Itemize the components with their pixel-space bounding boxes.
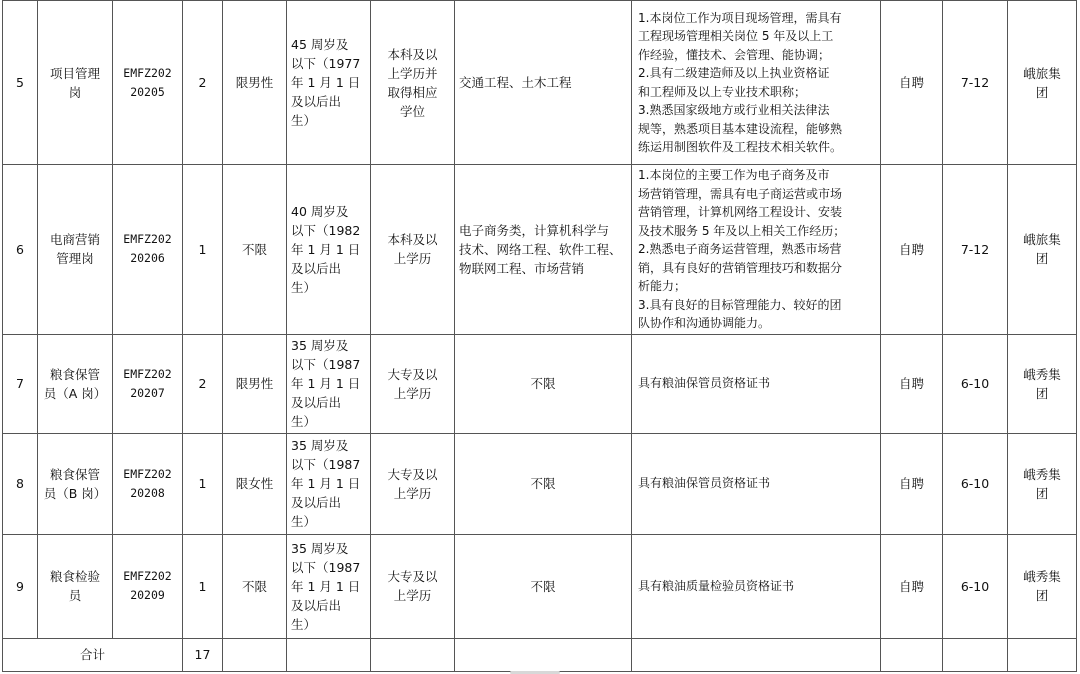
- cell-code-line: 20209: [130, 588, 165, 602]
- cell-requirements-line: 2.具有二级建造师及以上执业资格证: [638, 66, 830, 80]
- empty-cell: [287, 638, 371, 671]
- cell-code: [113, 1, 183, 165]
- cell-requirements-line: 析能力；: [638, 279, 687, 293]
- cell-employer-line: 峨秀集: [1023, 569, 1061, 584]
- cell-post: [38, 334, 113, 433]
- cell-age-line: 年 1 月 1 日: [291, 75, 361, 90]
- cell-major-line: 物联网工程、市场营销: [459, 260, 585, 276]
- cell-requirements-line: 1.本岗位的主要工作为电子商务及市: [638, 168, 830, 182]
- cell-age-line: 以下（1987: [291, 357, 361, 372]
- empty-cell: [881, 638, 943, 671]
- cell-gender: 限女性: [223, 433, 287, 534]
- cell-education-line: 大专及以: [387, 569, 438, 584]
- cell-employer-line: 峨秀集: [1023, 466, 1061, 482]
- cell-education-line: 大专及以: [387, 366, 438, 382]
- cell-age-line: 35 周岁及: [291, 338, 349, 353]
- cell-age: [287, 165, 371, 335]
- cell-count: 2: [183, 334, 223, 433]
- cell-post-line: 员（A 岗）: [43, 385, 107, 401]
- cell-count: 2: [183, 1, 223, 165]
- cell-education: [371, 534, 455, 638]
- cell-requirements-line: 3.具有良好的目标管理能力、较好的团: [638, 297, 842, 312]
- cell-major: [455, 165, 632, 335]
- cell-major: [455, 1, 632, 165]
- cell-age-line: 及以后出: [291, 597, 342, 613]
- cell-count: 1: [183, 433, 223, 534]
- cell-age-line: 45 周岁及: [291, 37, 349, 52]
- cell-code-line: EMFZ202: [123, 366, 172, 381]
- empty-cell: [371, 638, 455, 671]
- table-row: [3, 1, 1077, 165]
- cell-requirements-line: 营销管理，计算机网络工程设计、安装: [638, 205, 843, 219]
- cell-education: [371, 433, 455, 534]
- cell-requirements-line: 场营销管理，需具有电子商运营或市场: [638, 186, 843, 201]
- cell-post-line: 管理岗: [56, 251, 94, 267]
- cell-code-line: EMFZ202: [123, 466, 172, 481]
- cell-age-line: 生）: [291, 414, 317, 429]
- cell-salary: 7-12: [943, 1, 1008, 165]
- cell-gender: 不限: [223, 165, 287, 335]
- cell-requirements-line: 作经验，懂技术、会管理、能协调；: [638, 47, 831, 62]
- cell-post-line: 粮食保管: [49, 366, 100, 382]
- cell-requirements-line: 2.熟悉电子商务运营管理，熟悉市场营: [638, 242, 842, 256]
- cell-education-line: 上学历并: [387, 65, 438, 81]
- cell-count: 1: [183, 534, 223, 638]
- cell-education-line: 上学历: [393, 385, 432, 401]
- cell-post-line: 员（B 岗）: [43, 485, 107, 501]
- cell-code: [113, 534, 183, 638]
- cell-post-line: 粮食检验: [49, 569, 100, 584]
- cell-requirements-line: 规等，熟悉项目基本建设流程，能够熟: [638, 121, 843, 136]
- cell-age-line: 年 1 月 1 日: [291, 241, 361, 257]
- cell-major-line: 电子商务类，计算机科学与: [459, 222, 610, 238]
- cell-post: [38, 165, 113, 335]
- cell-age-line: 以下（1977: [291, 56, 361, 71]
- cell-salary: 6-10: [943, 334, 1008, 433]
- cell-major-line: 技术、网络工程、软件工程、: [459, 241, 622, 257]
- cell-requirements-line: 3.熟悉国家级地方或行业相关法律法: [638, 103, 830, 117]
- cell-education-line: 大专及以: [387, 466, 438, 482]
- cell-employer-line: 峨秀集: [1023, 366, 1061, 382]
- cell-code: [113, 433, 183, 534]
- cell-age: [287, 433, 371, 534]
- cell-education-line: 上学历: [393, 251, 432, 267]
- cell-code-line: 20206: [130, 251, 165, 266]
- cell-age-line: 35 周岁及: [291, 540, 349, 556]
- cell-age-line: 及以后出: [291, 395, 342, 410]
- empty-cell: [455, 638, 632, 671]
- empty-cell: [223, 638, 287, 671]
- cell-employer-line: 团: [1035, 385, 1049, 401]
- cell-age-line: 以下（1982: [291, 222, 361, 238]
- cell-major-line: 不限: [530, 578, 556, 594]
- cell-employer: [1008, 334, 1077, 433]
- cell-age-line: 生）: [291, 514, 317, 529]
- cell-code-line: EMFZ202: [123, 569, 172, 583]
- cell-no: 5: [3, 1, 38, 165]
- cell-major: [455, 334, 632, 433]
- table-row: [3, 334, 1077, 433]
- cell-post: [38, 534, 113, 638]
- cell-requirements-line: 及技术服务 5 年及以上相关工作经历；: [638, 223, 846, 238]
- cell-post-line: 电商营销: [49, 232, 100, 248]
- cell-no: 9: [3, 534, 38, 638]
- cell-age-line: 35 周岁及: [291, 438, 349, 453]
- cell-education-line: 取得相应: [387, 84, 438, 100]
- cell-requirements: [632, 534, 881, 638]
- cell-employer: [1008, 165, 1077, 335]
- cell-requirements-line: 具有粮油质量检验员资格证书: [638, 578, 795, 593]
- cell-salary: 6-10: [943, 534, 1008, 638]
- cell-code-line: 20207: [130, 385, 165, 400]
- cell-post: [38, 1, 113, 165]
- cell-requirements-line: 销，具有良好的营销管理技巧和数据分: [638, 260, 843, 275]
- cell-age: [287, 1, 371, 165]
- cell-requirements-line: 工程现场管理相关岗位 5 年及以上工: [638, 29, 834, 43]
- cell-method: 自聘: [881, 165, 943, 335]
- total-count: 17: [183, 638, 223, 671]
- cell-requirements-line: 具有粮油保管员资格证书: [638, 376, 771, 391]
- cell-age-line: 生）: [291, 279, 317, 295]
- cell-employer-line: 团: [1035, 485, 1049, 501]
- cell-age: [287, 334, 371, 433]
- table-row: [3, 165, 1077, 335]
- empty-cell: [1008, 638, 1077, 671]
- cell-requirements-line: 1.本岗位工作为项目现场管理，需具有: [638, 10, 842, 25]
- cell-employer: [1008, 433, 1077, 534]
- empty-cell: [632, 638, 881, 671]
- cell-employer-line: 团: [1035, 588, 1049, 603]
- cell-no: 7: [3, 334, 38, 433]
- cell-requirements: [632, 334, 881, 433]
- total-row: [3, 638, 1077, 671]
- cell-major-line: 不限: [530, 476, 556, 491]
- cell-no: 8: [3, 433, 38, 534]
- cell-gender: 不限: [223, 534, 287, 638]
- cell-education: [371, 165, 455, 335]
- cell-post-line: 员: [68, 588, 82, 603]
- total-label: 合计: [3, 638, 183, 671]
- table-row: [3, 433, 1077, 534]
- cell-age-line: 生）: [291, 113, 317, 128]
- cell-salary: 6-10: [943, 433, 1008, 534]
- cell-employer-line: 峨旅集: [1023, 232, 1061, 248]
- cell-method: 自聘: [881, 433, 943, 534]
- recruitment-table: [2, 0, 1077, 672]
- cell-major: [455, 534, 632, 638]
- cell-gender: 限男性: [223, 1, 287, 165]
- cell-employer: [1008, 534, 1077, 638]
- cell-requirements-line: 和工程师及以上专业技术职称；: [638, 84, 807, 99]
- cell-age-line: 以下（1987: [291, 559, 361, 575]
- cell-age-line: 及以后出: [291, 94, 342, 109]
- cell-code-line: EMFZ202: [123, 65, 172, 80]
- cell-code-line: 20205: [130, 84, 165, 99]
- cell-employer: [1008, 1, 1077, 165]
- cell-employer-line: 峨旅集: [1023, 65, 1061, 81]
- cell-gender: 限男性: [223, 334, 287, 433]
- cell-post-line: 项目管理: [49, 65, 100, 81]
- table-row: [3, 534, 1077, 638]
- cell-age-line: 生）: [291, 616, 317, 632]
- cell-age-line: 年 1 月 1 日: [291, 376, 361, 391]
- cell-age-line: 年 1 月 1 日: [291, 476, 361, 491]
- cell-age-line: 以下（1987: [291, 457, 361, 472]
- cell-post: [38, 433, 113, 534]
- empty-cell: [943, 638, 1008, 671]
- cell-education-line: 本科及以: [387, 232, 438, 248]
- cell-salary: 7-12: [943, 165, 1008, 335]
- cell-major-line: 不限: [530, 376, 556, 391]
- cell-count: 1: [183, 165, 223, 335]
- cell-code-line: EMFZ202: [123, 232, 172, 247]
- cell-code: [113, 334, 183, 433]
- cell-code: [113, 165, 183, 335]
- cell-method: 自聘: [881, 334, 943, 433]
- cell-major: [455, 433, 632, 534]
- cell-education-line: 学位: [399, 103, 425, 119]
- cell-requirements: [632, 433, 881, 534]
- cell-age: [287, 534, 371, 638]
- cell-major-line: 交通工程、土木工程: [459, 75, 572, 90]
- cell-post-line: 岗: [68, 84, 82, 100]
- cell-education-line: 本科及以: [387, 46, 438, 62]
- cell-requirements: [632, 165, 881, 335]
- cell-code-line: 20208: [130, 485, 165, 500]
- cell-education-line: 上学历: [393, 485, 432, 501]
- table-body: [3, 1, 1077, 672]
- cell-requirements: [632, 1, 881, 165]
- cell-employer-line: 团: [1035, 251, 1049, 267]
- cell-no: 6: [3, 165, 38, 335]
- cell-age-line: 及以后出: [291, 495, 342, 510]
- cell-post-line: 粮食保管: [49, 466, 100, 482]
- cell-requirements-line: 队协作和沟通协调能力。: [638, 316, 771, 330]
- cell-education: [371, 1, 455, 165]
- cell-education: [371, 334, 455, 433]
- cell-requirements-line: 练运用制图软件及工程技术相关软件。: [638, 140, 843, 154]
- cell-requirements-line: 具有粮油保管员资格证书: [638, 476, 771, 491]
- cell-method: 自聘: [881, 1, 943, 165]
- cell-age-line: 年 1 月 1 日: [291, 578, 361, 594]
- cell-education-line: 上学历: [393, 588, 432, 603]
- cell-method: 自聘: [881, 534, 943, 638]
- cell-age-line: 及以后出: [291, 260, 342, 276]
- cell-age-line: 40 周岁及: [291, 203, 349, 219]
- cell-employer-line: 团: [1035, 84, 1049, 100]
